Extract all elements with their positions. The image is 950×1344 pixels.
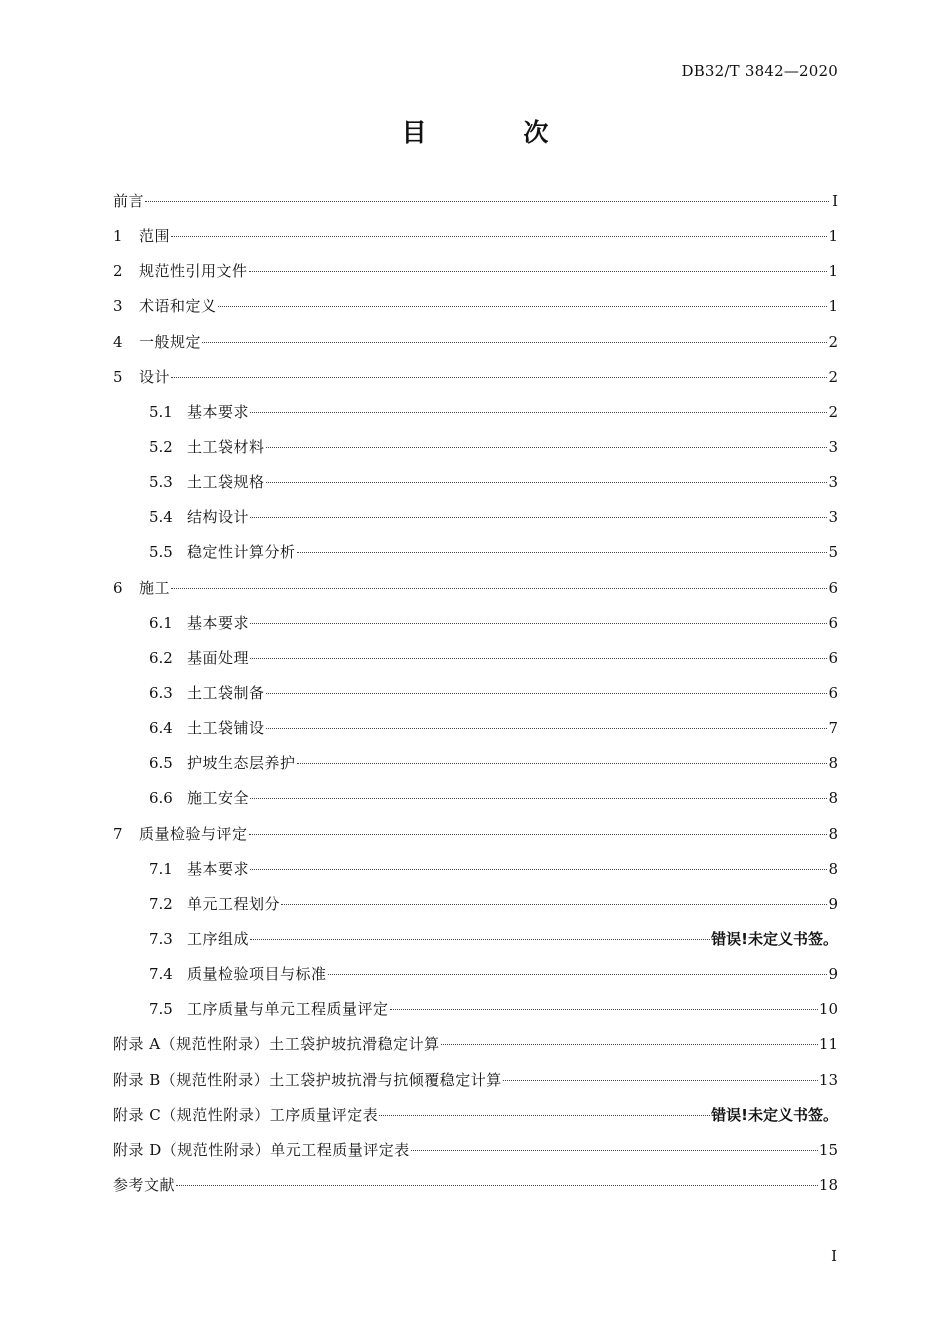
toc-leader-dots [297,551,828,553]
toc-entry-page: 1 [828,262,838,281]
toc-entry[interactable] [113,1098,838,1133]
toc-entry[interactable] [113,395,838,430]
toc-entry-number: 1 [113,227,123,246]
toc-entry-page: 11 [818,1035,838,1054]
toc-entry-page: 3 [828,473,838,492]
toc-entry-page: 13 [818,1070,838,1089]
toc-leader-dots [328,973,828,975]
toc-entry-label: 规范性引用文件 [139,262,248,281]
toc-entry-page: 3 [828,508,838,527]
toc-leader-dots [250,411,827,413]
toc-leader-dots [250,622,827,624]
toc-entry-number: 7 [113,824,123,843]
toc-entry-label: 基本要求 [187,859,250,878]
toc-entry-page: 1 [828,227,838,246]
toc-entry[interactable] [113,254,838,289]
toc-leader-dots [171,587,827,589]
toc-entry[interactable] [113,1063,838,1098]
toc-entry-label: 基面处理 [187,648,250,667]
toc-entry-page: 8 [828,824,838,843]
toc-entry[interactable] [113,430,838,465]
toc-entry-number: 7.3 [149,929,173,948]
toc-entry-label: 土工袋规格 [187,473,265,492]
toc-entry-page: 3 [828,437,838,456]
toc-entry-page: 10 [818,1000,838,1019]
toc-entry[interactable] [113,465,838,500]
toc-entry-page: 6 [828,578,838,597]
toc-leader-dots [379,1114,710,1116]
toc-entry-page: 5 [828,543,838,562]
toc-entry-error-text: 错误!未定义书签。 [711,929,838,948]
toc-entry-number: 5.3 [149,473,173,492]
toc-entry[interactable] [113,535,838,570]
toc-entry-number: 5.4 [149,508,173,527]
toc-entry[interactable] [113,641,838,676]
toc-entry-label: 工序质量与单元工程质量评定 [187,1000,389,1019]
toc-entry[interactable] [113,1133,838,1168]
toc-entry-number: 5.1 [149,402,173,421]
toc-entry-number: 5 [113,367,123,386]
toc-entry-number: 4 [113,332,123,351]
toc-entry-page: 7 [828,719,838,738]
toc-entry-page: 2 [828,402,838,421]
toc-entry-page: 8 [828,859,838,878]
toc-entry-label: 附录 D（规范性附录）单元工程质量评定表 [113,1140,410,1159]
toc-leader-dots [218,305,828,307]
toc-entry-label: 护坡生态层养护 [187,754,296,773]
toc-entry[interactable] [113,325,838,360]
toc-entry-page: 1 [828,297,838,316]
toc-entry-label: 土工袋铺设 [187,719,265,738]
toc-entry[interactable] [113,1168,838,1203]
toc-leader-dots [250,868,827,870]
toc-entry[interactable] [113,219,838,254]
toc-entry-number: 7.1 [149,859,173,878]
toc-entry[interactable] [113,360,838,395]
toc-entry[interactable] [113,957,838,992]
toc-entry-number: 6 [113,578,123,597]
page-title: 目 次 [401,118,593,147]
toc-leader-dots [250,938,710,940]
toc-leader-dots [171,235,827,237]
toc-entry-number: 2 [113,262,123,281]
toc-entry-label: 术语和定义 [139,297,217,316]
toc-entry[interactable] [113,711,838,746]
toc-entry[interactable] [113,852,838,887]
toc-entry-label: 设计 [139,367,171,386]
toc-entry-label: 质量检验与评定 [139,824,248,843]
toc-entry-label: 一般规定 [139,332,202,351]
toc-entry-number: 5.5 [149,543,173,562]
toc-leader-dots [250,797,827,799]
toc-entry[interactable] [113,887,838,922]
toc-entry-page: 6 [828,683,838,702]
toc-entry-label: 基本要求 [187,613,250,632]
standard-number: DB32/T 3842—2020 [681,62,838,80]
toc-entry-label: 施工安全 [187,789,250,808]
toc-entry-error-text: 错误!未定义书签。 [711,1105,838,1124]
toc-leader-dots [411,1149,818,1151]
toc-entry-page: 2 [828,367,838,386]
toc-leader-dots [249,833,828,835]
toc-entry-number: 7.2 [149,894,173,913]
toc-entry-label: 单元工程划分 [187,894,281,913]
toc-entry-number: 6.4 [149,719,173,738]
toc-entry-label: 参考文献 [113,1175,176,1194]
toc-entry-label: 范围 [139,227,171,246]
toc-entry[interactable] [113,922,838,957]
toc-entry[interactable] [113,500,838,535]
toc-entry-label: 土工袋制备 [187,683,265,702]
toc-entry-label: 结构设计 [187,508,250,527]
toc-entry-label: 附录 B（规范性附录）土工袋护坡抗滑与抗倾覆稳定计算 [113,1070,502,1089]
toc-entry-number: 6.3 [149,683,173,702]
toc-entry[interactable] [113,184,838,219]
toc-leader-dots [441,1043,818,1045]
toc-entry-label: 土工袋材料 [187,437,265,456]
toc-entry-page: 8 [828,789,838,808]
toc-leader-dots [145,200,829,202]
toc-leader-dots [249,270,828,272]
toc-entry[interactable] [113,289,838,324]
toc-leader-dots [171,376,827,378]
toc-leader-dots [250,516,827,518]
toc-entry-page: 8 [828,754,838,773]
toc-entry-number: 6.5 [149,754,173,773]
toc-entry-page: 9 [828,965,838,984]
toc-leader-dots [202,341,827,343]
toc-leader-dots [176,1184,818,1186]
toc-entry[interactable] [113,746,838,781]
toc-entry-label: 施工 [139,578,171,597]
toc-entry[interactable] [113,1027,838,1062]
toc-entry-label: 附录 A（规范性附录）土工袋护坡抗滑稳定计算 [113,1035,440,1054]
toc-entry-page: I [832,192,838,210]
toc-entry-number: 6.6 [149,789,173,808]
toc-leader-dots [250,657,827,659]
toc-entry[interactable] [113,676,838,711]
toc-entry-label: 质量检验项目与标准 [187,965,327,984]
toc-entry-label: 前言 [113,192,145,210]
toc-leader-dots [390,1008,818,1010]
table-of-contents [113,184,838,1203]
toc-entry[interactable] [113,606,838,641]
toc-entry-page: 9 [828,894,838,913]
toc-leader-dots [266,446,828,448]
toc-leader-dots [297,762,828,764]
toc-entry[interactable] [113,817,838,852]
toc-entry-page: 6 [828,613,838,632]
toc-leader-dots [266,481,828,483]
toc-entry-number: 6.1 [149,613,173,632]
toc-entry-label: 稳定性计算分析 [187,543,296,562]
toc-entry-number: 3 [113,297,123,316]
toc-entry-number: 6.2 [149,648,173,667]
toc-leader-dots [281,903,827,905]
toc-leader-dots [266,692,828,694]
page-number: I [831,1247,837,1265]
toc-entry-label: 基本要求 [187,402,250,421]
toc-entry-number: 7.4 [149,965,173,984]
toc-entry[interactable] [113,992,838,1027]
toc-entry-label: 工序组成 [187,929,250,948]
toc-entry-page: 2 [828,332,838,351]
toc-leader-dots [503,1079,818,1081]
toc-entry-page: 15 [818,1140,838,1159]
toc-entry[interactable] [113,781,838,816]
toc-entry-page: 18 [818,1175,838,1194]
toc-entry-label: 附录 C（规范性附录）工序质量评定表 [113,1105,379,1124]
toc-leader-dots [266,727,828,729]
toc-entry[interactable] [113,571,838,606]
toc-entry-number: 7.5 [149,1000,173,1019]
toc-entry-number: 5.2 [149,437,173,456]
toc-entry-page: 6 [828,648,838,667]
